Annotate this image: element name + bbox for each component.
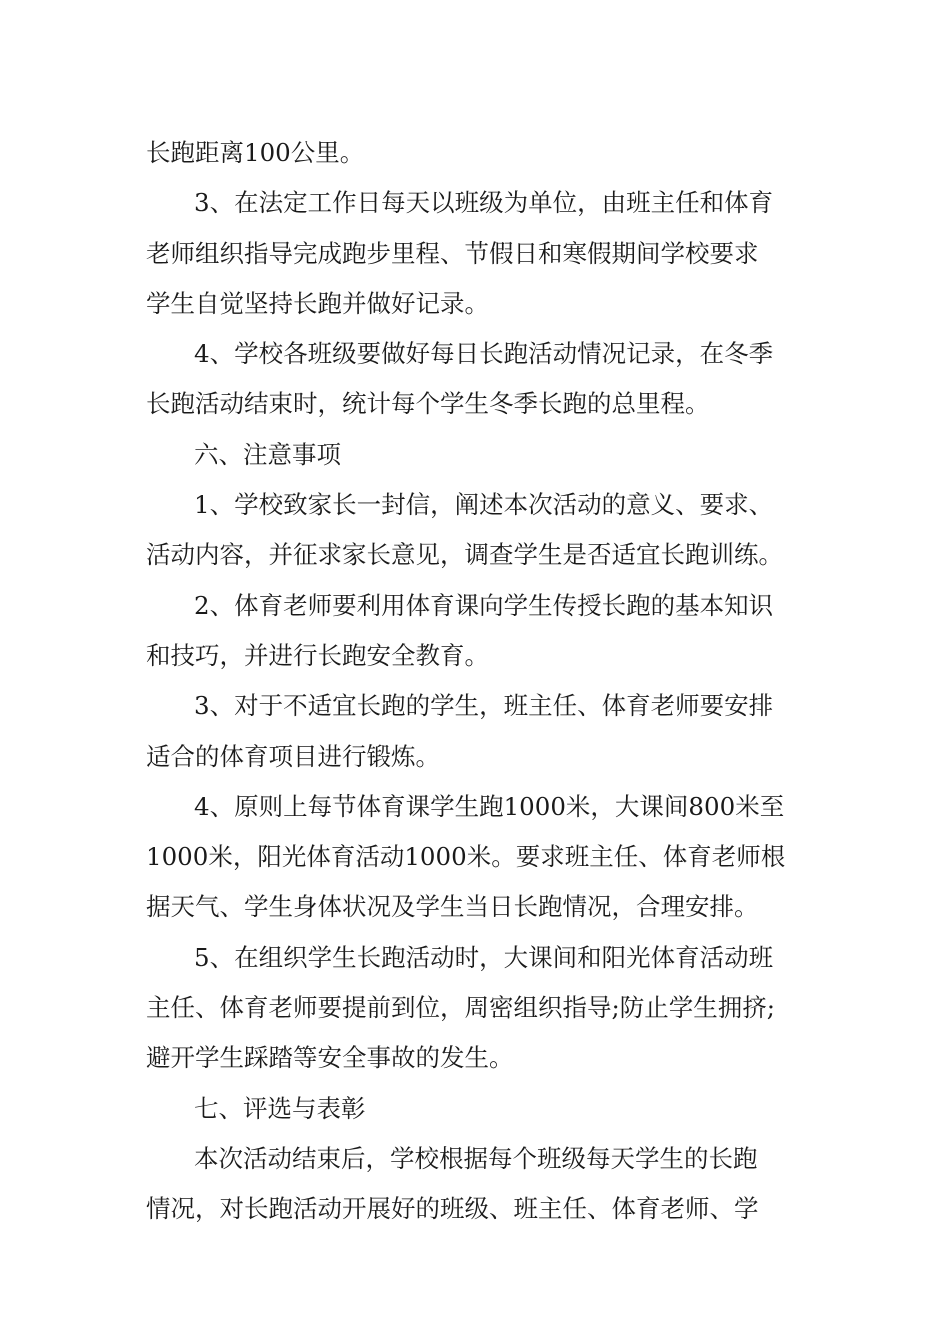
document-body bbox=[146, 128, 810, 1235]
section-heading: 六、注意事项 bbox=[194, 439, 341, 469]
text-line: 避开学生踩踏等安全事故的发生。 bbox=[146, 1043, 514, 1073]
text-line: 1000米，阳光体育活动1000米。要求班主任、体育老师根 bbox=[146, 842, 786, 872]
text-line: 3、对于不适宜长跑的学生，班主任、体育老师要安排 bbox=[194, 691, 774, 721]
text-line: 适合的体育项目进行锻炼。 bbox=[146, 741, 440, 771]
text-line: 据天气、学生身体状况及学生当日长跑情况，合理安排。 bbox=[146, 892, 759, 922]
text-line: 长跑距离100公里。 bbox=[146, 138, 365, 167]
text-line: 长跑活动结束时，统计每个学生冬季长跑的总里程。 bbox=[146, 389, 710, 419]
text-line: 和技巧，并进行长跑安全教育。 bbox=[146, 640, 489, 670]
text-line: 3、在法定工作日每天以班级为单位，由班主任和体育 bbox=[194, 188, 774, 218]
text-line: 4、学校各班级要做好每日长跑活动情况记录，在冬季 bbox=[194, 339, 774, 369]
section-heading: 七、评选与表彰 bbox=[194, 1093, 366, 1123]
text-line: 活动内容，并征求家长意见，调查学生是否适宜长跑训练。 bbox=[146, 540, 783, 570]
text-line: 5、在组织学生长跑活动时，大课间和阳光体育活动班 bbox=[194, 942, 774, 972]
text-line: 学生自觉坚持长跑并做好记录。 bbox=[146, 288, 489, 318]
text-line: 1、学校致家长一封信，阐述本次活动的意义、要求、 bbox=[194, 490, 774, 520]
text-line: 情况，对长跑活动开展好的班级、班主任、体育老师、学 bbox=[146, 1194, 759, 1224]
text-line: 老师组织指导完成跑步里程、节假日和寒假期间学校要求 bbox=[146, 238, 759, 268]
text-line: 4、原则上每节体育课学生跑1000米，大课间800米至 bbox=[194, 791, 785, 821]
text-line: 2、体育老师要利用体育课向学生传授长跑的基本知识 bbox=[194, 590, 774, 620]
text-line: 本次活动结束后，学校根据每个班级每天学生的长跑 bbox=[194, 1143, 758, 1173]
text-line: 主任、体育老师要提前到位，周密组织指导;防止学生拥挤; bbox=[146, 993, 776, 1023]
